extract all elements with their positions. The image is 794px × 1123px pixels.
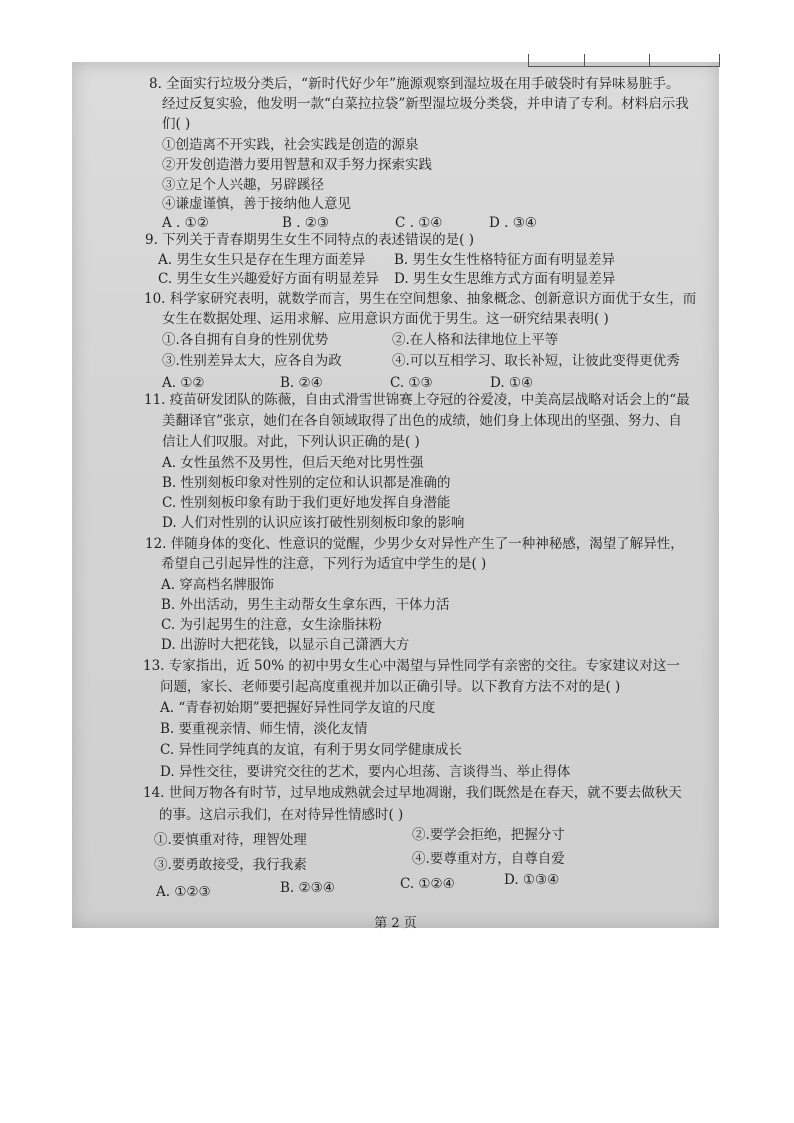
score-table-divider [649,54,650,66]
question-11-choice-b: B. 性别刻板印象对性别的定位和认识都是准确的 [162,475,451,491]
question-9-choice-a: A. 男生女生只是存在生理方面差异 [158,252,366,268]
question-14-stem-line-1: 14. 世间万物各有时节，过早地成熟就会过早地凋谢，我们既然是在春天，就不要去做秋天 [143,785,682,801]
score-table-fragment [528,54,720,67]
question-12-choice-a: A. 穿高档名牌服饰 [161,577,274,593]
question-10-statement-4: ④.可以互相学习、取长补短，让彼此变得更优秀 [392,353,680,369]
question-14-statement-4: ④.要尊重对方，自尊自爱 [412,851,565,867]
question-12-stem-line-1: 12. 伴随身体的变化、性意识的觉醒，少男少女对异性产生了一种神秘感，渴望了解异性， [145,536,684,552]
question-10-choice-b: B. ②④ [280,375,323,391]
question-10-stem-line-2: 女生在数据处理、运用求解、应用意识方面优于男生。这一研究结果表明( ) [162,311,609,327]
question-11-stem-line-1: 11. 疫苗研发团队的陈薇，自由式滑雪世锦赛上夺冠的谷爱凌，中美高层战略对话会上的“最 [144,392,690,408]
question-10-statement-2: ②.在人格和法律地位上平等 [392,332,559,348]
question-10-statement-3: ③.性别差异太大，应各自为政 [162,353,342,369]
question-13-stem-line-1: 13. 专家指出，近 50% 的初中男女生心中渴望与异性同学有亲密的交往。专家建议对这一 [143,658,680,674]
question-8-choice-a: A . ①② [162,215,209,231]
question-10-choice-a: A. ①② [162,375,205,391]
question-11-choice-a: A. 女性虽然不及男性，但后天绝对比男性强 [162,455,424,471]
question-14-choice-b: B. ②③④ [280,880,335,896]
question-13-choice-c: C. 异性同学纯真的友谊，有利于男女同学健康成长 [160,742,462,758]
question-14-stem-line-2: 的事。这启示我们，在对待异性情感时( ) [159,807,404,823]
question-8-choice-d: D . ③④ [489,215,537,231]
question-12-stem-line-2: 希望自己引起异性的注意，下列行为适宜中学生的是( ) [161,556,487,572]
question-12-choice-d: D. 出游时大把花钱，以显示自己潇洒大方 [161,637,410,653]
question-13-choice-a: A. “青春初始期”要把握好异性同学友谊的尺度 [160,700,436,716]
question-14-choice-d: D. ①③④ [504,872,560,888]
question-8-stem-line-2: 经过反复实验，他发明一款“白菜拉拉袋”新型湿垃圾分类袋，并申请了专利。材料启示我 [162,96,689,112]
question-9-choice-b: B. 男生女生性格特征方面有明显差异 [394,252,616,268]
question-9-choice-c: C. 男生女生兴趣爱好方面有明显差异 [158,271,379,287]
question-11-choice-c: C. 性别刻板印象有助于我们更好地发挥自身潜能 [162,495,451,511]
question-14-statement-3: ③.要勇敢接受，我行我素 [154,857,307,873]
question-10-statement-1: ①.各自拥有自身的性别优势 [162,332,329,348]
question-11-stem-line-2: 美翻译官”张京，她们在各自领域取得了出色的成绩，她们身上体现出的坚强、努力、自 [162,413,682,429]
question-8-statement-3: ③立足个人兴趣，另辟蹊径 [162,177,324,193]
page-number: 第 2 页 [374,916,417,931]
question-9-stem: 9. 下列关于青春期男生女生不同特点的表述错误的是( ) [145,232,474,248]
question-14-choice-c: C. ①②④ [400,876,455,892]
scanned-exam-page [72,62,719,931]
question-10-choice-c: C. ①③ [390,375,433,391]
question-14-statement-1: ①.要慎重对待，理智处理 [154,832,307,848]
question-8-statement-4: ④谦虚谨慎，善于接纳他人意见 [162,196,351,212]
question-8-statement-1: ①创造离不开实践，社会实践是创造的源泉 [162,137,419,153]
question-14-statement-2: ②.要学会拒绝，把握分寸 [412,827,565,843]
question-8-choice-c: C . ①④ [395,215,443,231]
question-10-choice-d: D. ①④ [490,375,534,391]
question-8-statement-2: ②开发创造潜力要用智慧和双手努力探索实践 [162,157,432,173]
question-13-choice-d: D. 异性交往，要讲究交往的艺术，要内心坦荡、言谈得当、举止得体 [160,764,571,780]
question-13-stem-line-2: 问题，家长、老师要引起高度重视并加以正确引导。以下教育方法不对的是( ) [160,679,621,695]
question-10-stem-line-1: 10. 科学家研究表明，就数学而言，男生在空间想象、抽象概念、创新意识方面优于女生，而 [144,291,697,307]
question-8-stem-line-3: 们( ) [162,116,191,132]
question-12-choice-b: B. 外出活动，男生主动帮女生拿东西，干体力活 [161,597,450,613]
question-12-choice-c: C. 为引起男生的注意，女生涂脂抹粉 [161,617,382,633]
question-8-choice-b: B . ②③ [282,215,329,231]
question-11-choice-d: D. 人们对性别的认识应该打破性别刻板印象的影响 [162,515,465,531]
question-11-stem-line-3: 信让人们叹服。对此，下列认识正确的是( ) [162,434,420,450]
question-13-choice-b: B. 要重视亲情、师生情，淡化友情 [160,721,368,737]
score-table-divider [584,54,585,66]
question-9-choice-d: D. 男生女生思维方式方面有明显差异 [394,271,616,287]
question-8-stem-line-1: 8. 全面实行垃圾分类后，“新时代好少年”施源观察到湿垃圾在用手破袋时有异味易脏手。 [149,76,680,92]
question-14-choice-a: A. ①②③ [156,884,211,900]
